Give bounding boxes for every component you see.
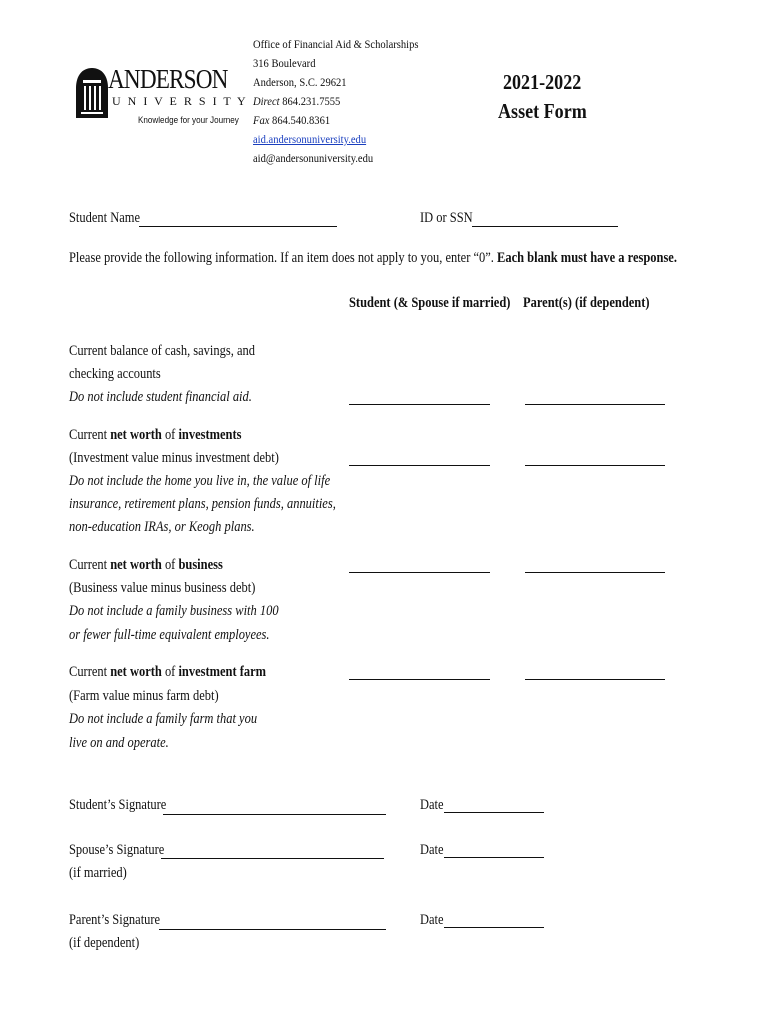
parent-signature-note: (if dependent) [69,935,140,951]
student-signature-label: Student’s Signature [69,797,167,813]
office-email: aid@andersonuniversity.edu [253,151,374,165]
item-investments-note3: non-education IRAs, or Keogh plans. [69,519,255,535]
heading-mid: of [164,664,176,680]
form-year: 2021-2022 [503,70,582,94]
heading-pre: Current [69,664,108,680]
item-cash-line1: Current balance of cash, savings, and [69,343,255,359]
cash-student-field[interactable] [349,404,490,405]
item-business-heading [69,554,223,577]
item-farm-note1: Do not include a family farm that you [69,711,258,727]
id-ssn-field[interactable] [472,226,618,227]
student-date-label: Date [420,797,444,813]
office-direct-phone [253,92,419,111]
spouse-signature-note: (if married) [69,865,127,881]
direct-label: Direct [253,94,280,108]
farm-parent-field[interactable] [525,679,665,680]
id-ssn-label: ID or SSN [420,210,473,226]
university-logo [72,62,248,132]
student-name-field[interactable] [139,226,337,227]
item-investments-heading [69,424,242,447]
parent-date-label: Date [420,912,444,928]
business-parent-field[interactable] [525,572,665,573]
item-investments-note1: Do not include the home you live in, the value of life [69,473,331,489]
parent-signature-label: Parent’s Signature [69,912,161,928]
item-investments-sub: (Investment value minus investment debt) [69,450,279,466]
heading-pre: Current [69,427,108,443]
tower-icon [74,68,110,118]
student-name-label: Student Name [69,210,141,226]
investments-parent-field[interactable] [525,465,665,466]
item-business-note2: or fewer full-time equivalent employees. [69,627,270,643]
item-investments-note2: insurance, retirement plans, pension funds, annuities, [69,496,336,512]
form-title: Asset Form [498,99,587,123]
parent-date-field[interactable] [444,927,544,928]
column-header-student: Student (& Spouse if married) [349,295,511,311]
heading-pre: Current [69,557,108,573]
item-cash-line2: checking accounts [69,366,161,382]
heading-mid: of [164,427,176,443]
business-student-field[interactable] [349,572,490,573]
instructions-required-note: Each blank must have a response. [497,250,677,266]
item-business-note1: Do not include a family business with 100 [69,603,279,619]
direct-number: 864.231.7555 [282,94,341,108]
item-cash-note: Do not include student financial aid. [69,389,252,405]
fax-label: Fax [253,113,270,127]
instructions [69,247,677,270]
cash-parent-field[interactable] [525,404,665,405]
item-farm-heading [69,661,266,684]
heading-bold1: net worth [110,557,162,573]
office-web-row [253,130,419,149]
investments-student-field[interactable] [349,465,490,466]
spouse-signature-label: Spouse’s Signature [69,842,165,858]
column-header-parent: Parent(s) (if dependent) [523,295,650,311]
spouse-signature-field[interactable] [161,858,384,859]
office-website-link[interactable]: aid.andersonuniversity.edu [253,132,367,146]
parent-signature-field[interactable] [159,929,386,930]
heading-bold2: business [178,557,223,573]
logo-university-text: U N I V E R S I T Y [112,94,248,108]
item-business-sub: (Business value minus business debt) [69,580,256,596]
spouse-date-label: Date [420,842,444,858]
fax-number: 864.540.8361 [272,113,331,127]
office-name: Office of Financial Aid & Scholarships [253,37,419,51]
student-date-field[interactable] [444,812,544,813]
item-farm-note2: live on and operate. [69,735,169,751]
logo-wordmark: ANDERSON [108,64,228,94]
spouse-date-field[interactable] [444,857,544,858]
heading-mid: of [164,557,176,573]
student-signature-field[interactable] [163,814,386,815]
instructions-text: Please provide the following information. If an item does not apply to you, enter “0”. [69,250,494,266]
heading-bold2: investments [178,427,242,443]
heading-bold2: investment farm [178,664,267,680]
logo-tagline: Knowledge for your Journey [138,115,239,125]
item-farm-sub: (Farm value minus farm debt) [69,688,219,704]
office-street: 316 Boulevard [253,56,316,70]
heading-bold1: net worth [110,427,162,443]
farm-student-field[interactable] [349,679,490,680]
heading-bold1: net worth [110,664,162,680]
office-address-block [253,35,441,168]
office-city: Anderson, S.C. 29621 [253,75,347,89]
office-fax [253,111,419,130]
